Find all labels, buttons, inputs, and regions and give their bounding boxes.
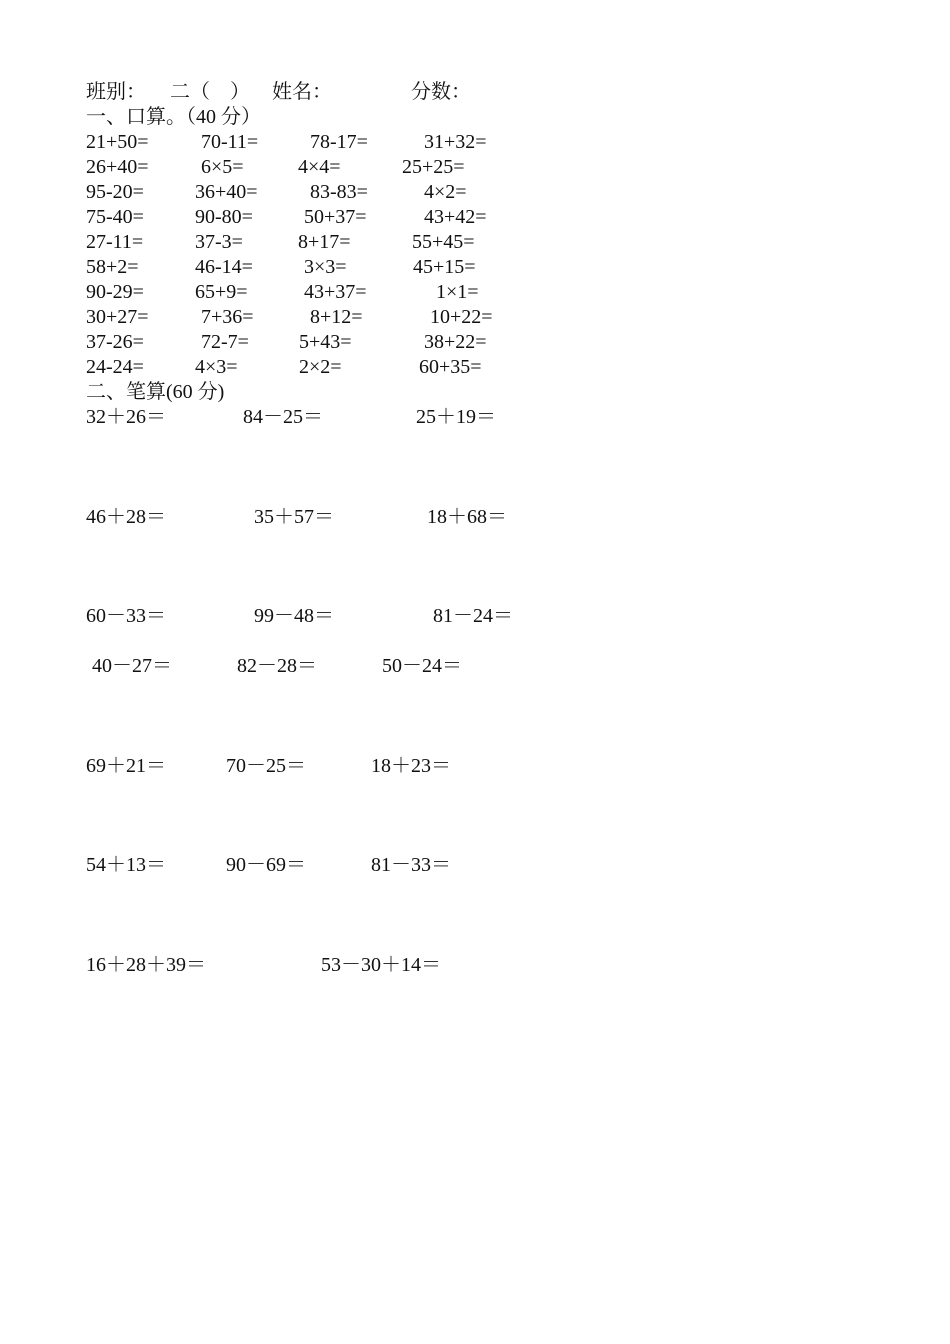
problem: 60－33＝ [86, 605, 166, 627]
problem: 18＋23＝ [371, 755, 451, 777]
problem: 50－24＝ [382, 655, 462, 677]
problem: 70-11= [201, 131, 259, 153]
problem: 70－25＝ [226, 755, 306, 777]
problem: 2×2= [299, 356, 342, 378]
problem: 10+22= [430, 306, 493, 328]
class-value: 二（ ） [170, 81, 250, 103]
problem: 84－25＝ [243, 406, 323, 428]
problem: 65+9= [195, 281, 248, 303]
written-row [0, 405, 496, 505]
problem: 18＋68＝ [427, 506, 507, 528]
problem: 37-3= [195, 231, 243, 253]
problem: 21+50= [86, 131, 149, 153]
problem: 8+12= [310, 306, 363, 328]
score-label: 分数： [411, 81, 471, 103]
problem: 24-24= [86, 356, 144, 378]
problem: 8+17= [298, 231, 351, 253]
problem: 78-17= [310, 131, 368, 153]
problem: 54＋13＝ [86, 854, 166, 876]
problem: 58+2= [86, 256, 139, 278]
problem: 7+36= [201, 306, 254, 328]
problem: 45+15= [413, 256, 476, 278]
class-label: 班别： [86, 81, 146, 103]
problem: 46-14= [195, 256, 253, 278]
problem: 81－24＝ [433, 605, 513, 627]
problem: 25＋19＝ [416, 406, 496, 428]
problem: 25+25= [402, 156, 465, 178]
problem: 50+37= [304, 206, 367, 228]
written-row [0, 953, 441, 1028]
problem: 99－48＝ [254, 605, 334, 627]
problem: 30+27= [86, 306, 149, 328]
written-row [0, 754, 451, 854]
name-label: 姓名： [272, 81, 332, 103]
problem: 90－69＝ [226, 854, 306, 876]
problem: 38+22= [424, 331, 487, 353]
problem: 27-11= [86, 231, 144, 253]
written-row [0, 654, 462, 754]
problem: 60+35= [419, 356, 482, 378]
problem: 16＋28＋39＝ [86, 954, 206, 976]
problem: 46＋28＝ [86, 506, 166, 528]
problem: 72-7= [201, 331, 249, 353]
problem: 3×3= [304, 256, 347, 278]
problem: 1×1= [436, 281, 479, 303]
problem: 6×5= [201, 156, 244, 178]
section1-title-text: 一、口算。（40 分） [86, 106, 261, 128]
problem: 4×3= [195, 356, 238, 378]
section2-title-text: 二、笔算(60 分) [86, 381, 225, 403]
problem: 53－30＋14＝ [321, 954, 441, 976]
written-row [0, 505, 507, 605]
problem: 35＋57＝ [254, 506, 334, 528]
problem: 26+40= [86, 156, 149, 178]
problem: 83-83= [310, 181, 368, 203]
problem: 43+37= [304, 281, 367, 303]
problem: 75-40= [86, 206, 144, 228]
problem: 37-26= [86, 331, 144, 353]
problem: 55+45= [412, 231, 475, 253]
written-row [0, 853, 451, 953]
problem: 82－28＝ [237, 655, 317, 677]
problem: 95-20= [86, 181, 144, 203]
problem: 90-29= [86, 281, 144, 303]
problem: 90-80= [195, 206, 253, 228]
problem: 4×2= [424, 181, 467, 203]
problem: 31+32= [424, 131, 487, 153]
problem: 36+40= [195, 181, 258, 203]
problem: 69＋21＝ [86, 755, 166, 777]
problem: 4×4= [298, 156, 341, 178]
problem: 5+43= [299, 331, 352, 353]
problem: 43+42= [424, 206, 487, 228]
problem: 32＋26＝ [86, 406, 166, 428]
problem: 81－33＝ [371, 854, 451, 876]
problem: 40－27＝ [92, 655, 172, 677]
